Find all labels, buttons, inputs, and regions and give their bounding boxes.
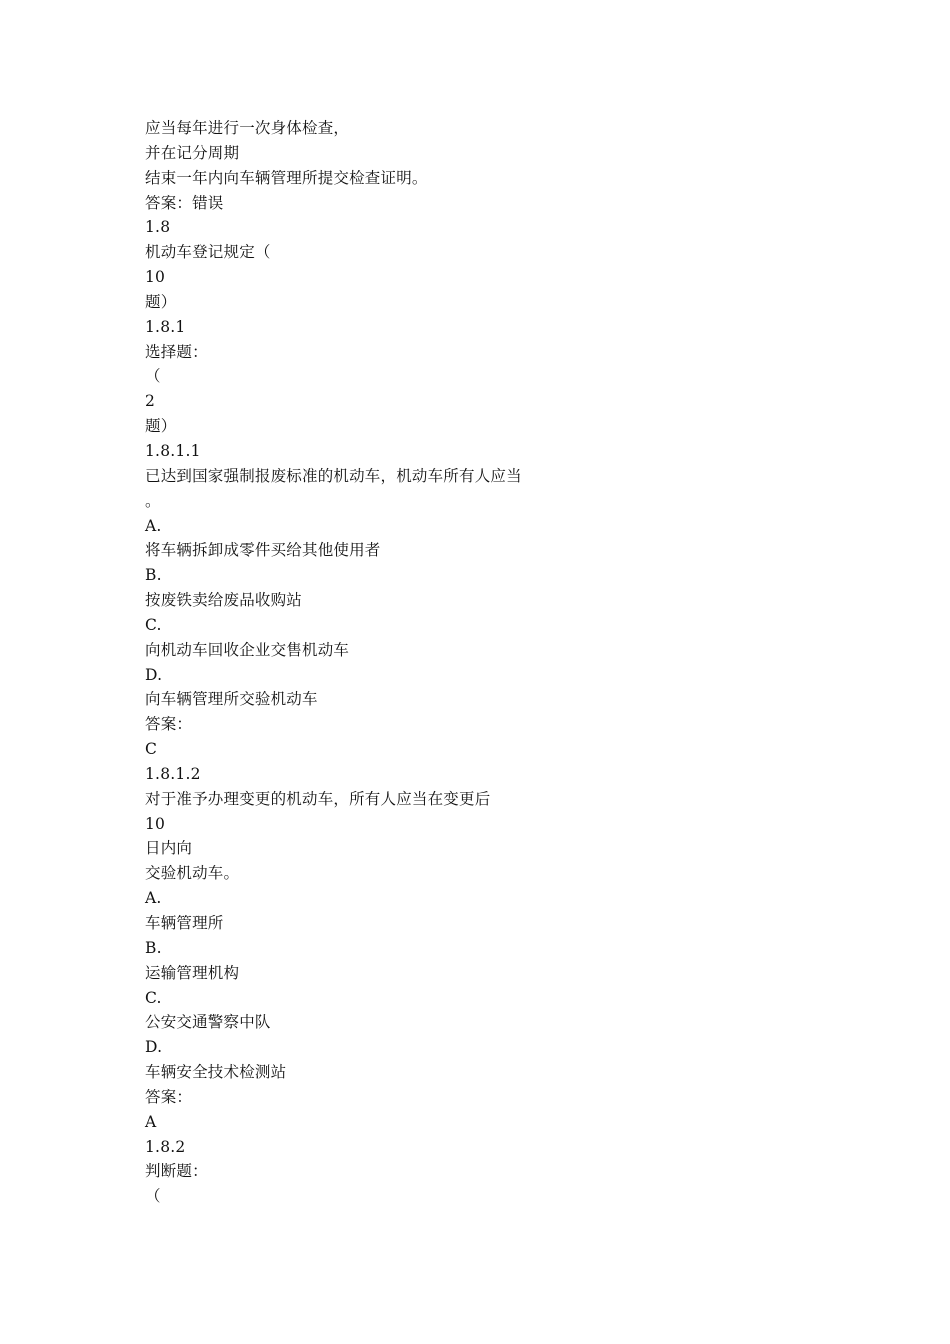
subsection-number: 1.8.2 — [145, 1137, 186, 1156]
subsection-title: 判断题： — [145, 1162, 208, 1181]
option-label: A. — [145, 516, 162, 535]
option-text: 将车辆拆卸成零件买给其他使用者 — [145, 541, 381, 560]
answer-label: 答案： — [145, 715, 193, 734]
question-text: 日内向 — [145, 839, 193, 858]
option-label: A. — [145, 889, 162, 908]
option-text: 车辆管理所 — [145, 914, 224, 932]
answer-label: 答案： — [145, 1087, 193, 1106]
option-label: D. — [145, 1038, 163, 1057]
option-label: D. — [145, 665, 163, 684]
section-title: 机动车登记规定（ — [145, 243, 271, 262]
subsection-paren: （ — [145, 367, 161, 386]
option-text: 向车辆管理所交验机动车 — [145, 690, 318, 709]
option-text: 公安交通警察中队 — [145, 1013, 271, 1032]
question-text: 10 — [145, 814, 166, 833]
subsection-count: 2 — [145, 392, 156, 411]
document-body — [145, 116, 765, 1209]
question-number: 1.8.1.2 — [145, 764, 201, 783]
option-label: C. — [145, 615, 162, 634]
section-number: 1.8 — [145, 218, 171, 237]
option-text: 按废铁卖给废品收购站 — [145, 591, 303, 610]
question-text-end: 。 — [145, 491, 161, 510]
answer-line: 答案：错误 — [145, 193, 224, 212]
text-line: 并在记分周期 — [145, 143, 240, 162]
question-text-end: 交验机动车。 — [145, 864, 240, 883]
answer-value: A — [145, 1112, 157, 1131]
option-text: 车辆安全技术检测站 — [145, 1063, 287, 1082]
subsection-title: 选择题： — [145, 342, 208, 361]
text-line: 应当每年进行一次身体检查， — [145, 119, 350, 137]
subsection-number: 1.8.1 — [145, 317, 186, 336]
answer-value: C — [145, 740, 158, 759]
text-line: 结束一年内向车辆管理所提交检查证明。 — [145, 168, 428, 187]
question-text: 已达到国家强制报废标准的机动车，机动车所有人应当 — [145, 466, 522, 485]
subsection-title-end: 题） — [145, 417, 177, 436]
subsection-paren: （ — [145, 1187, 161, 1206]
option-text: 向机动车回收企业交售机动车 — [145, 640, 350, 659]
question-number: 1.8.1.1 — [145, 441, 201, 460]
option-label: B. — [145, 566, 162, 585]
option-text: 运输管理机构 — [145, 963, 240, 982]
option-label: B. — [145, 938, 162, 957]
question-text: 对于准予办理变更的机动车，所有人应当在变更后 — [145, 789, 491, 808]
section-title-end: 题） — [145, 292, 177, 311]
section-count: 10 — [145, 268, 166, 287]
option-label: C. — [145, 988, 162, 1007]
